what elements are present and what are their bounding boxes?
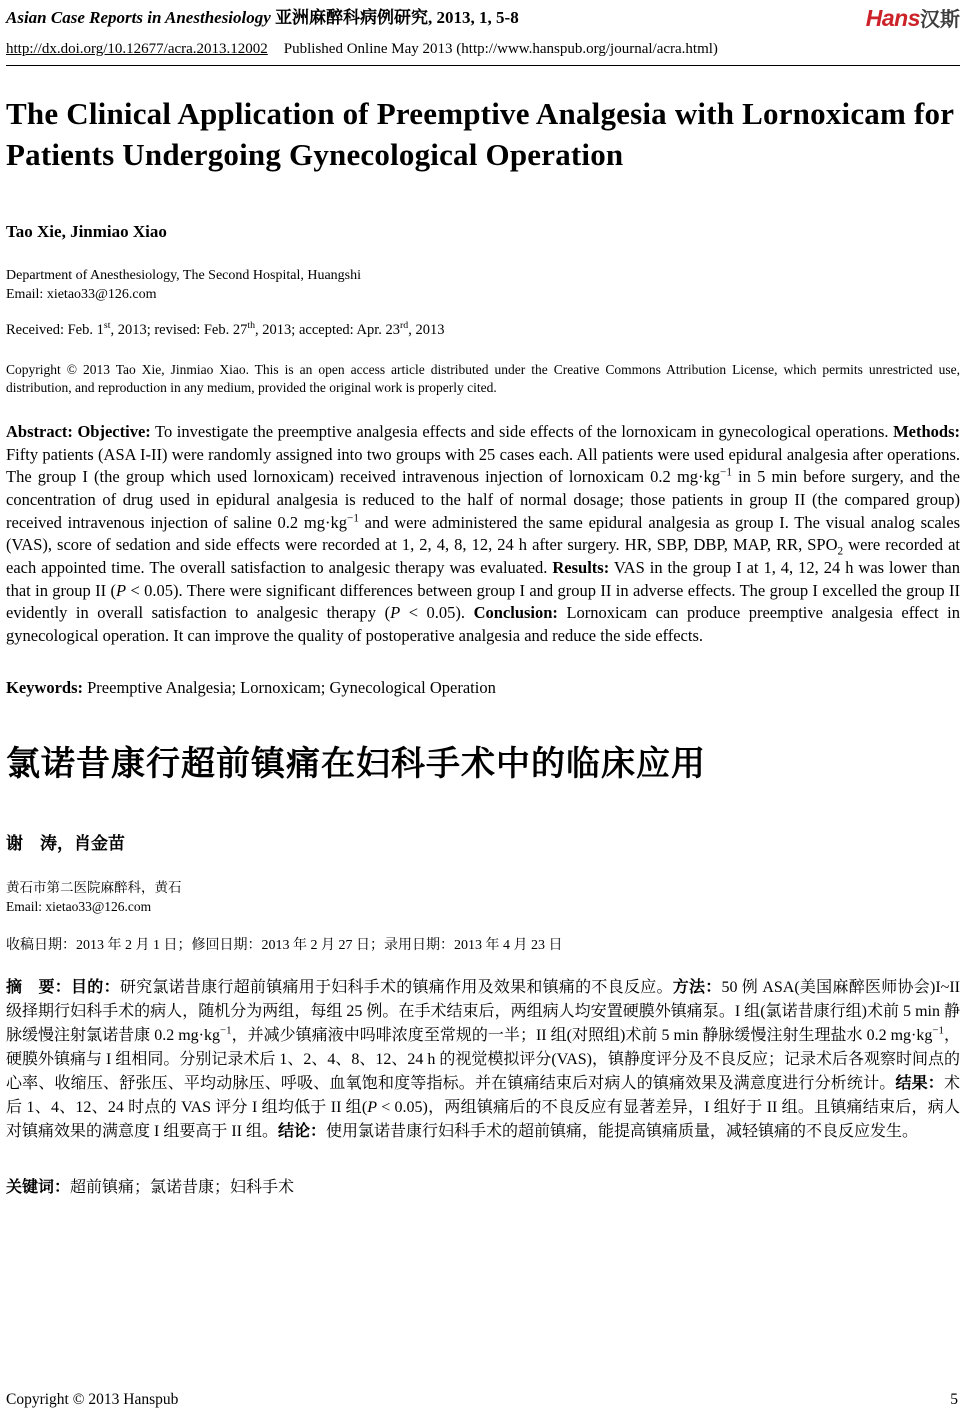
doi-link[interactable]: http://dx.doi.org/10.12677/acra.2013.12002 [6, 41, 268, 57]
published-online-text: Published Online May 2013 (http://www.hanspub.org/journal/acra.html) [283, 41, 718, 57]
chinese-authors: 谢 涛，肖金苗 [6, 833, 125, 853]
chinese-email: Email: xietao33@126.com [6, 898, 152, 914]
authors: Tao Xie, Jinmiao Xiao [6, 221, 167, 241]
hans-logo [866, 6, 960, 34]
footer-copyright: Copyright © 2013 Hanspub [6, 1391, 179, 1408]
chinese-keywords-line: 关键词：超前镇痛；氯诺昔康；妇科手术 [6, 1178, 295, 1196]
keywords-line: Keywords: Preemptive Analgesia; Lornoxicam; Gynecological Operation [6, 677, 496, 697]
chinese-abstract-paragraph: 摘 要：目的：研究氯诺昔康行超前镇痛用于妇科手术的镇痛作用及效果和镇痛的不良反应。方法：50 例 ASA(美国麻醉医师协会)I~II 级择期行妇科手术的病人，随机分为两组，每组 25 例。在手术结束后，两组病人均安置硬膜外镇痛泵。I 组(氯诺昔康行组)术前 5 min 静脉缓慢注射氯诺昔康 0.2 $mg\cdot kg^{-1}$，并减少镇痛液中吗啡浓度至常规的一半；II 组(对照组)术前 5 min 静脉缓慢注射生理盐水 0.2 $mg\cdot kg^{-1}$，硬膜外镇痛与 I 组相同。分别记录术后 1、2、4、8、12、24 h 的视觉模拟评分(VAS)，镇静度评分及不良反应；记录术后各观察时间点的心率、收缩压、舒张压、平均动脉压、呼吸、血氧饱和度等指标。并在镇痛结束后对病人的镇痛效果及满意度进行分析统计。结果：术后 1、4、12、24 时点的 VAS 评分 I 组均低于 II 组(P < 0.05)，两组镇痛后的不良反应有显著差异，I 组好于 II 组。且镇痛结束后，病人对镇痛效果的满意度 I 组要高于 II 组。结论：使用氯诺昔康行妇科手术的超前镇痛，能提高镇痛质量，减轻镇痛的不良反应发生。 [6, 978, 960, 1140]
header-rule [6, 65, 960, 66]
copyright-notice: Copyright © 2013 Tao Xie, Jinmiao Xiao. This is an open access article distributed under the Creative Commons Attribution License, which permits unrestricted use, distribution, and reproduction in any medium, provided the original work is properly cited. [6, 361, 960, 395]
hans-logo-wordmark: Hans [865, 5, 920, 31]
abstract-paragraph: Abstract: Objective: To investigate the preemptive analgesia effects and side effects of the lornoxicam in gynecological operations. Methods: Fifty patients (ASA I-II) were randomly assigned into two groups with 25 cases each. All patients were used epidural analgesia after operations. The group I (the group which used lornoxicam) received intravenous injection of lornoxicam 0.2 $mg\cdot kg^{-1}$ in 5 min before surgery, and the concentration of drug used in epidural analgesia is reduced to the half of normal dosage; those patients in group II (the compared group) received intravenous injection of saline 0.2 $mg\cdot kg^{-1}$ and were administered the same epidural analgesia as group I. The visual analog scales (VAS), score of sedation and side effects were recorded at 1, 2, 4, 8, 12, 24 h after surgery. HR, SBP, DBP, MAP, RR, $SPO_2$ were recorded at each appointed time. The overall satisfaction to analgesic therapy was evaluated. Results: VAS in the group I at 1, 4, 12, 24 h was lower than that in group II (P < 0.05). There were significant differences between group I and group II in adverse effects. The group I excelled the group II evidently in overall satisfaction to analgesic therapy (P < 0.05). Conclusion: Lornoxicam can produce preemptive analgesia effect in gynecological operation. It can improve the quality of postoperative analgesia and reduce the side effects. [6, 421, 961, 646]
received-dates: Received: Feb. 1st, 2013; revised: Feb. 27th, 2013; accepted: Apr. 23rd, 2013 [6, 319, 445, 338]
hans-logo-chinese: 汉斯 [920, 9, 960, 31]
chinese-affiliation-block [6, 878, 960, 916]
chinese-title: 氯诺昔康行超前镇痛在妇科手术中的临床应用 [6, 745, 706, 783]
page-footer [6, 1391, 958, 1409]
doi-line [6, 39, 960, 59]
affiliation-block [6, 266, 960, 304]
chinese-dates: 收稿日期：2013 年 2 月 1 日；修回日期：2013 年 2 月 27 日；录用日期：2013 年 4 月 23 日 [6, 937, 563, 953]
chinese-affiliation: 黄石市第二医院麻醉科，黄石 [6, 879, 182, 895]
article-title: The Clinical Application of Preemptive Analgesia with Lornoxicam for Patients Undergoing Gynecological Operation [6, 96, 954, 172]
page-number: 5 [950, 1391, 958, 1408]
journal-header [6, 6, 960, 66]
journal-title-line: Asian Case Reports in Anesthesiology 亚洲麻醉科病例研究, 2013, 1, 5-8 [6, 8, 519, 27]
author-email: Email: xietao33@126.com [6, 286, 157, 302]
affiliation: Department of Anesthesiology, The Second Hospital, Huangshi [6, 267, 361, 283]
